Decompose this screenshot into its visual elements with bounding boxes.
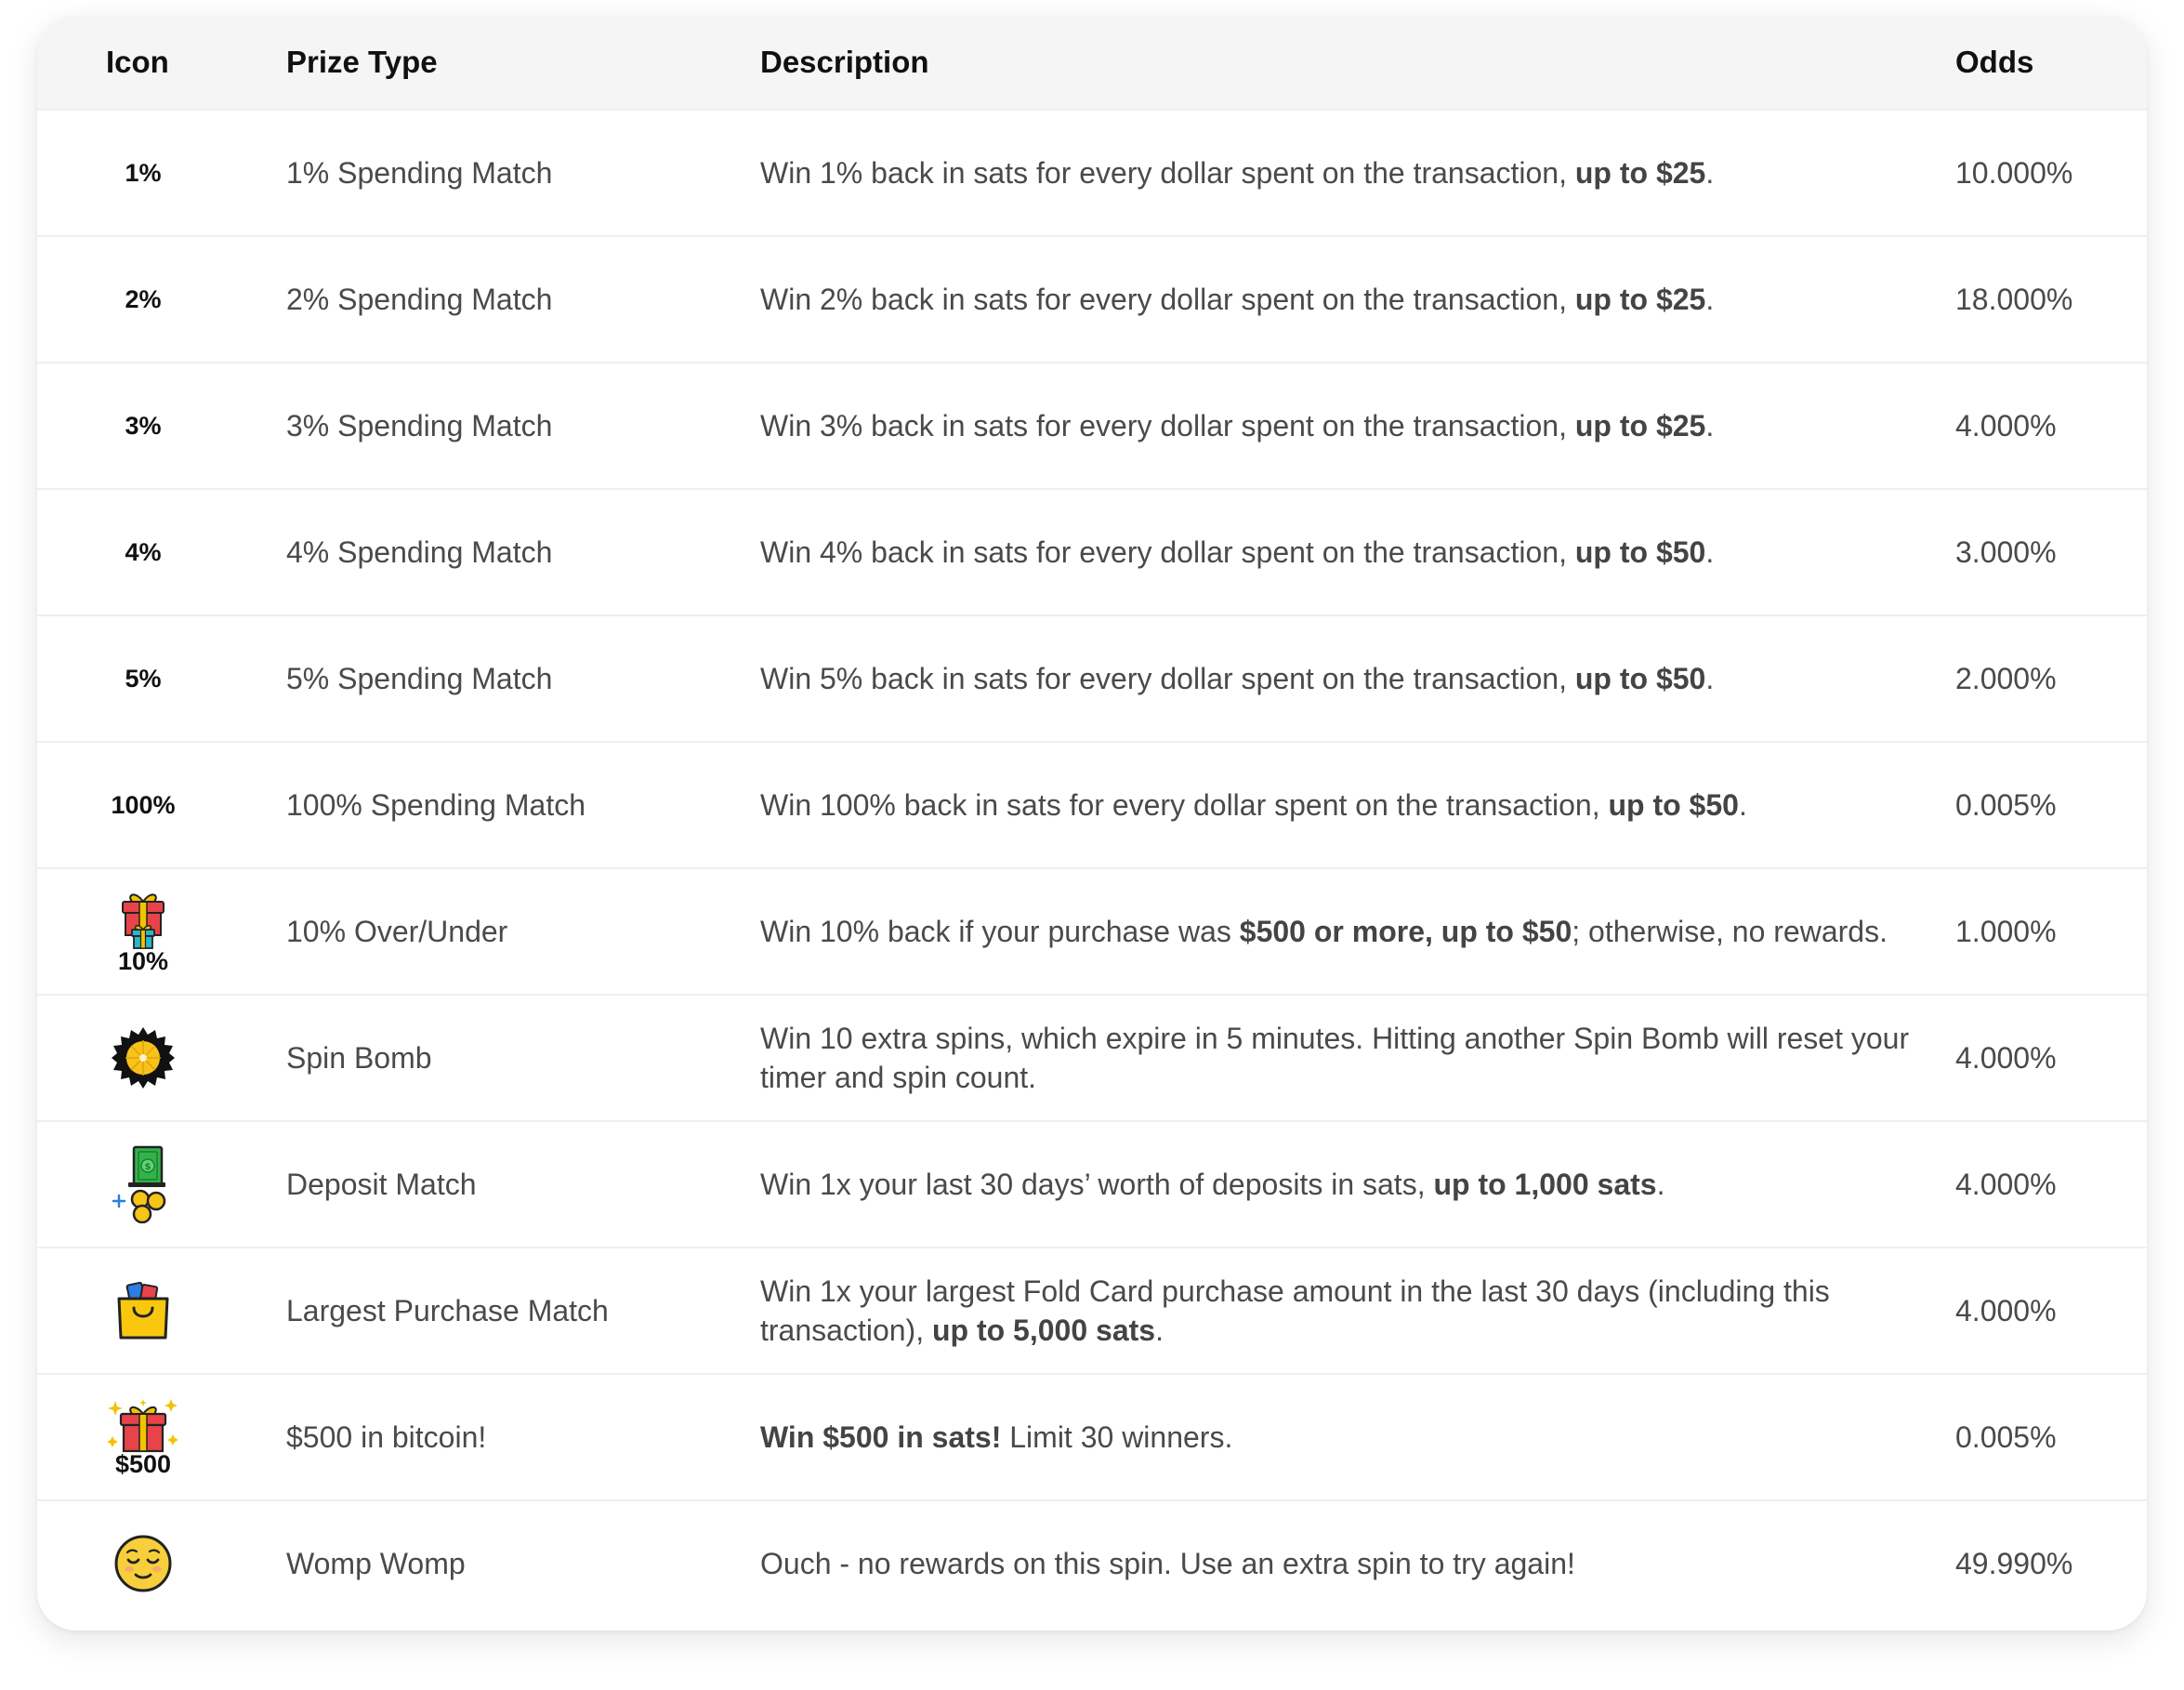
odds: 18.000%: [1955, 282, 2073, 316]
four-percent-icon: [37, 490, 249, 614]
table-row: [37, 1373, 2147, 1499]
sparkle-gift-icon: [108, 1397, 178, 1477]
prize-type: 5% Spending Match: [286, 661, 553, 695]
five-percent-icon: [37, 616, 249, 741]
gift-boxes-graphic: [119, 889, 167, 950]
odds: 0.005%: [1955, 787, 2057, 822]
table-row: [37, 1499, 2147, 1626]
odds: 4.000%: [1955, 1167, 2057, 1201]
shopping-bag-icon: [113, 1280, 173, 1341]
odds: 4.000%: [1955, 1040, 2057, 1075]
odds: 0.005%: [1955, 1419, 2057, 1454]
description: Win 1% back in sats for every dollar spent on the transaction, up to $25.: [760, 156, 1715, 190]
description: Win 10% back if your purchase was $500 or more, up to $50; otherwise, no rewards.: [760, 915, 1888, 948]
odds: 4.000%: [1955, 408, 2057, 442]
table-row: [37, 235, 2147, 362]
prize-type: 1% Spending Match: [286, 155, 553, 190]
odds: 49.990%: [1955, 1546, 2073, 1580]
prize-type: 4% Spending Match: [286, 535, 553, 569]
table-row: [37, 488, 2147, 614]
description: Win 4% back in sats for every dollar spent on the transaction, up to $50.: [760, 535, 1715, 569]
odds: 4.000%: [1955, 1293, 2057, 1327]
table-row: [37, 109, 2147, 235]
svg-text:$: $: [144, 1162, 151, 1172]
icon-text: 1%: [125, 158, 162, 187]
money-coins-icon: [112, 1145, 175, 1223]
icon-text: 100%: [111, 790, 176, 819]
gift-boxes-icon: [118, 889, 168, 974]
two-percent-icon: [37, 237, 249, 362]
table-row: [37, 362, 2147, 488]
hundred-percent-icon: [37, 743, 249, 867]
header-prize-type: Prize Type: [286, 45, 438, 79]
table-row: [37, 1247, 2147, 1373]
prize-type: 2% Spending Match: [286, 282, 553, 316]
description: Win 100% back in sats for every dollar spent on the transaction, up to $50.: [760, 788, 1747, 822]
icon-text: 4%: [125, 537, 162, 566]
table-row: [37, 994, 2147, 1120]
header-icon: Icon: [106, 45, 169, 79]
odds: 10.000%: [1955, 155, 2073, 190]
spin-bomb-icon: [112, 1026, 175, 1089]
three-percent-icon: [37, 363, 249, 488]
table-header: [37, 16, 2147, 109]
odds: 2.000%: [1955, 661, 2057, 695]
prize-type: $500 in bitcoin!: [286, 1419, 487, 1454]
one-percent-icon: [37, 111, 249, 235]
prize-type: Spin Bomb: [286, 1040, 432, 1075]
icon-text: 10%: [117, 947, 169, 975]
prize-type: Largest Purchase Match: [286, 1293, 609, 1327]
description: Win $500 in sats! Limit 30 winners.: [760, 1420, 1233, 1454]
prize-type: 100% Spending Match: [286, 787, 585, 822]
description: Win 1x your last 30 days’ worth of deposits in sats, up to 1,000 sats.: [760, 1168, 1665, 1201]
header-odds: Odds: [1955, 45, 2034, 79]
icon-text: 2%: [125, 284, 162, 313]
prize-type: 3% Spending Match: [286, 408, 553, 442]
description: Win 10 extra spins, which expire in 5 minutes. Hitting another Spin Bomb will reset your timer and spin count.: [760, 1022, 1910, 1094]
icon-text: 5%: [125, 664, 162, 693]
prize-type: 10% Over/Under: [286, 914, 508, 948]
icon-text: $500: [114, 1450, 172, 1478]
odds: 1.000%: [1955, 914, 2057, 948]
description: Win 5% back in sats for every dollar spent on the transaction, up to $50.: [760, 662, 1715, 695]
header-description: Description: [760, 45, 929, 79]
icon-text: 3%: [125, 411, 162, 440]
sparkle-gift-graphic: [108, 1397, 178, 1453]
odds: 3.000%: [1955, 535, 2057, 569]
prize-odds-card: [37, 16, 2147, 1631]
prize-type: Womp Womp: [286, 1546, 466, 1580]
table-row: [37, 614, 2147, 741]
prize-type: Deposit Match: [286, 1167, 477, 1201]
table-row: [37, 741, 2147, 867]
table-row: [37, 867, 2147, 994]
description: Win 3% back in sats for every dollar spent on the transaction, up to $25.: [760, 409, 1715, 442]
table-row: [37, 1120, 2147, 1247]
description: Win 2% back in sats for every dollar spent on the transaction, up to $25.: [760, 283, 1715, 316]
description: Win 1x your largest Fold Card purchase amount in the last 30 days (including this transaction), up to 5,000 sats.: [760, 1274, 1830, 1347]
description: Ouch - no rewards on this spin. Use an extra spin to try again!: [760, 1547, 1575, 1580]
relieved-face-icon: [113, 1534, 173, 1593]
